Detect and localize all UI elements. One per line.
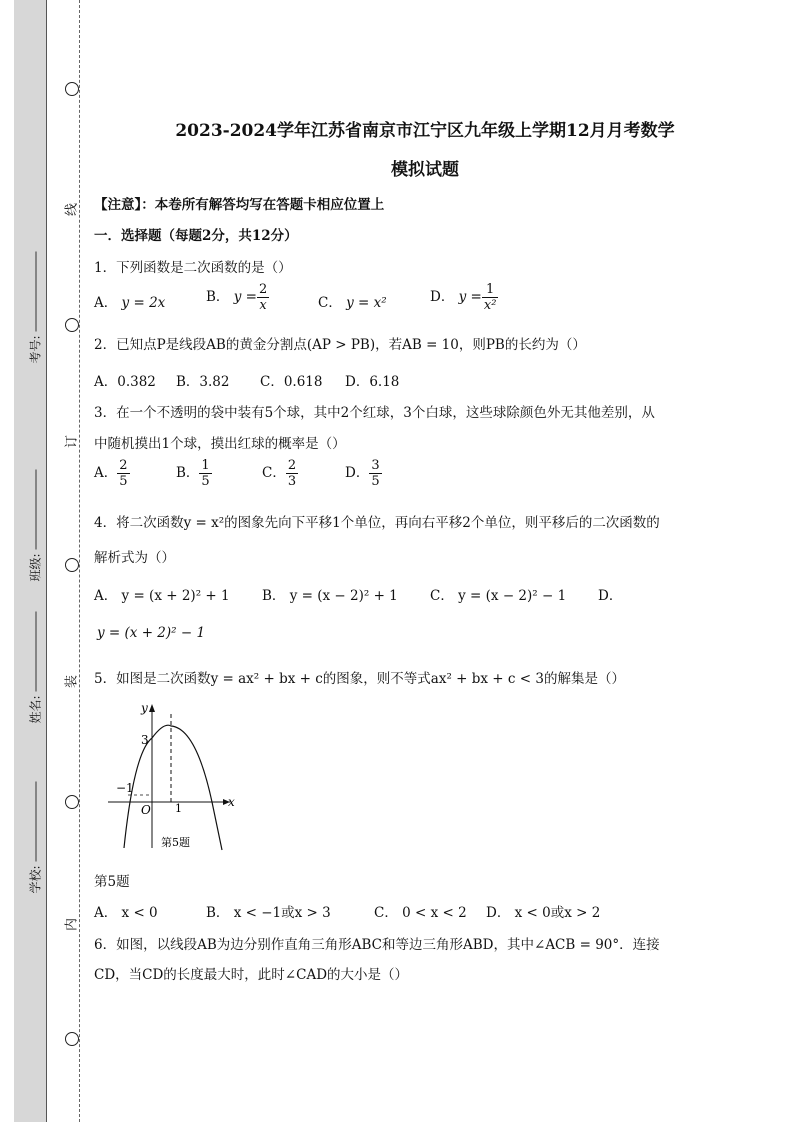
q3-a-den: 5	[119, 474, 128, 489]
binding-char-zhuang: 装	[64, 675, 80, 689]
class-field[interactable]	[27, 452, 44, 582]
q2-stem: 2．已知点P是线段AB的黄金分割点(AP > PB)，若AB = 10，则PB的长约为（）	[94, 337, 586, 353]
name-label: 姓名:	[28, 695, 43, 724]
q4-option-a: A． y = (x + 2)² + 1	[94, 588, 230, 604]
q2-option-c: C．0.618	[260, 374, 323, 390]
q1-option-b	[206, 282, 269, 313]
q1-d-letter: D．	[430, 289, 455, 305]
q3-d-num: 3	[371, 458, 380, 473]
q5-y-arrow	[149, 704, 155, 712]
q3-stem-line1: 3．在一个不透明的袋中装有5个球，其中2个红球，3个白球，这些球除颜色外无其他差别，从	[94, 405, 655, 421]
q5-label-3: 3	[141, 733, 149, 747]
exam-number-label: 考号:	[28, 335, 43, 364]
q5-option-a: A． x < 0	[94, 905, 158, 921]
q1-option-d	[430, 282, 498, 313]
q1-b-letter: B．	[206, 289, 230, 305]
q2-option-b: B．3.82	[176, 374, 230, 390]
page-subtitle: 模拟试题	[391, 160, 459, 180]
q5-origin-label: O	[141, 803, 151, 817]
q4-option-d-expr: y = (x + 2)² − 1	[97, 625, 206, 641]
q3-c-letter: C．	[262, 465, 286, 481]
binding-dashed-line	[79, 0, 80, 1122]
q2-option-d: D．6.18	[345, 374, 400, 390]
q2-option-a: A．0.382	[94, 374, 156, 390]
binding-char-xian: 线	[64, 203, 80, 217]
left-white-band	[0, 0, 14, 1122]
q1-b-lhs: y =	[233, 289, 257, 305]
q5-label-1: 1	[175, 802, 182, 815]
q1-option-c	[318, 291, 387, 311]
q3-option-b	[176, 458, 212, 489]
q1-c-expr: y = x²	[346, 295, 387, 311]
q5-option-d: D． x < 0或x > 2	[486, 905, 601, 921]
q1-d-lhs: y =	[458, 289, 482, 305]
q1-b-fraction	[257, 282, 269, 313]
q5-option-b: B． x < −1或x > 3	[206, 905, 331, 921]
q3-option-d	[345, 458, 382, 489]
notice: 【注意】：本卷所有解答均写在答题卡相应位置上	[94, 197, 385, 213]
q3-c-num: 2	[287, 458, 297, 473]
q5-stem: 5．如图是二次函数y = ax² + bx + c的图象，则不等式ax² + bx + c < 3的解集是（）	[94, 671, 625, 687]
q3-d-letter: D．	[345, 465, 370, 481]
q3-a-num: 2	[119, 458, 128, 473]
school-label: 学校:	[28, 865, 43, 894]
binding-char-ding: 订	[64, 435, 80, 449]
binding-hole-5	[65, 1032, 79, 1046]
q6-stem-line2: CD，当CD的长度最大时，此时∠CAD的大小是（）	[94, 967, 409, 983]
q1-b-num: 2	[258, 282, 268, 297]
q3-option-c	[262, 458, 298, 489]
page-title: 2023-2024学年江苏省南京市江宁区九年级上学期12月月考数学	[175, 121, 675, 141]
q5-x-label: x	[228, 795, 235, 809]
exam-number-field[interactable]	[27, 234, 44, 364]
q1-b-den: x	[259, 298, 267, 313]
q1-d-fraction	[482, 282, 499, 313]
binding-hole-1	[65, 82, 79, 96]
school-field[interactable]	[27, 764, 44, 894]
binding-hole-4	[65, 795, 79, 809]
q3-b-fraction	[199, 458, 211, 489]
q4-option-d-letter: D．	[598, 588, 623, 604]
q5-parabola-graph	[104, 700, 254, 855]
class-label: 班级:	[28, 553, 43, 582]
q4-stem-line1: 4．将二次函数y = x²的图象先向下平移1个单位，再向右平移2个单位，则平移后的二次函数的	[94, 515, 660, 531]
section-heading: 一．选择题（每题2分，共12分）	[94, 228, 298, 244]
name-field[interactable]	[27, 594, 44, 724]
q5-caption-below: 第5题	[94, 874, 130, 890]
q3-a-letter: A．	[94, 465, 118, 481]
q4-option-c: C． y = (x − 2)² − 1	[430, 588, 567, 604]
binding-char-nei: 内	[64, 918, 80, 932]
q1-d-den: x²	[483, 298, 497, 313]
q3-b-num: 1	[201, 458, 210, 473]
q3-b-den: 5	[201, 474, 210, 489]
q5-graph-caption: 第5题	[161, 836, 190, 849]
q5-y-label: y	[141, 701, 148, 715]
q3-option-a	[94, 458, 130, 489]
binding-hole-2	[65, 318, 79, 332]
q3-d-den: 5	[371, 474, 380, 489]
q1-a-letter: A．	[94, 295, 118, 311]
q1-stem: 1．下列函数是二次函数的是（）	[94, 260, 292, 276]
q4-option-b: B． y = (x − 2)² + 1	[262, 588, 398, 604]
q4-stem-line2: 解析式为（）	[94, 550, 175, 566]
q3-a-fraction	[117, 458, 129, 489]
q5-parabola-curve	[124, 725, 222, 850]
q6-stem-line1: 6．如图，以线段AB为边分别作直角三角形ABC和等边三角形ABD，其中∠ACB = 90°．连接	[94, 937, 660, 953]
q3-d-fraction	[369, 458, 381, 489]
q3-b-letter: B．	[176, 465, 200, 481]
q1-a-expr: y = 2x	[121, 295, 166, 311]
q3-c-fraction	[286, 458, 298, 489]
q3-stem-line2: 中随机摸出1个球，摸出红球的概率是（）	[94, 436, 346, 452]
q3-c-den: 3	[287, 474, 297, 489]
q5-label-neg1: −1	[116, 781, 134, 795]
q1-c-letter: C．	[318, 295, 342, 311]
q1-option-a	[94, 291, 165, 311]
q5-option-c: C． 0 < x < 2	[374, 905, 467, 921]
q1-d-num: 1	[482, 282, 499, 298]
binding-hole-3	[65, 558, 79, 572]
